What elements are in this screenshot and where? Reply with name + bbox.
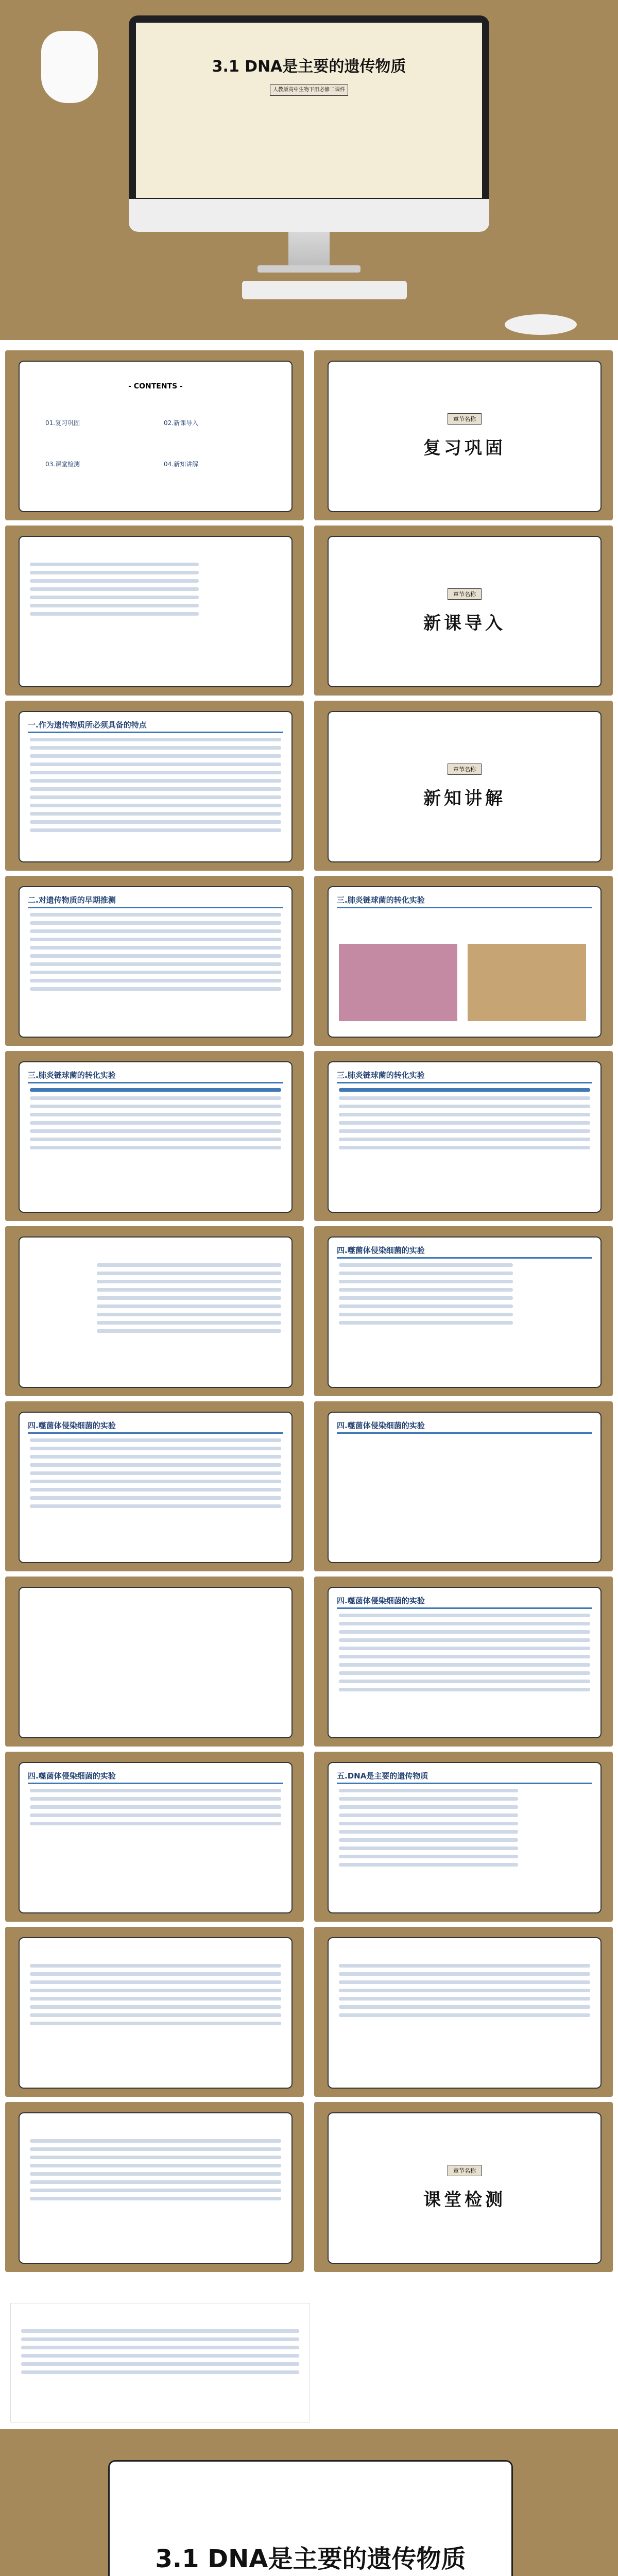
- closing-title: 3.1 DNA是主要的遗传物质: [155, 2545, 466, 2573]
- contents-item-3: 03.课堂检测: [45, 461, 80, 468]
- text-lines: [30, 1789, 281, 1830]
- section-block: [329, 413, 600, 459]
- slide-5: [314, 1051, 613, 1221]
- section-block: [329, 2165, 600, 2211]
- slide-card: [328, 886, 602, 1038]
- slide-title: 四.噬菌体侵染细菌的实验: [337, 1595, 592, 1609]
- slide-card: [328, 2112, 602, 2264]
- slide-9: [314, 1577, 613, 1747]
- slide-10: [5, 1752, 304, 1922]
- text-lines: [30, 913, 281, 995]
- text-lines: [30, 1964, 281, 2030]
- hero-banner: [0, 0, 618, 340]
- closing-slide: [0, 2429, 618, 2576]
- slide-card: [328, 361, 602, 512]
- slide-title: 三.肺炎链球菌的转化实验: [337, 894, 592, 908]
- slide-reading: [5, 1226, 304, 1396]
- section-title: 复习巩固: [423, 438, 506, 459]
- slide-title: 三.肺炎链球菌的转化实验: [28, 1070, 283, 1083]
- section-title: 课堂检测: [423, 2190, 506, 2210]
- slide-title: 五.DNA是主要的遗传物质: [337, 1770, 592, 1784]
- slide-title: 三.肺炎链球菌的转化实验: [337, 1070, 592, 1083]
- slide-section-review: [314, 350, 613, 520]
- slide-1: [5, 701, 304, 871]
- slide-title: 四.噬菌体侵染细菌的实验: [337, 1245, 592, 1259]
- slide-card: [19, 711, 293, 862]
- imac-foot: [258, 265, 360, 273]
- bacteria-photo-right: [468, 944, 586, 1021]
- slide-7: [5, 1401, 304, 1571]
- text-lines: [21, 2329, 299, 2379]
- closing-card: [108, 2460, 513, 2576]
- section-label: 章节名称: [448, 588, 482, 600]
- slide-card: [19, 1412, 293, 1563]
- slide-summary: [5, 1927, 304, 2097]
- slide-section-intro: [314, 526, 613, 696]
- slide-summary-2: [314, 1927, 613, 2097]
- section-label: 章节名称: [448, 764, 482, 775]
- slide-diagram: [5, 1577, 304, 1747]
- slide-title: 四.噬菌体侵染细菌的实验: [337, 1420, 592, 1434]
- slide-exercise: [5, 2102, 304, 2272]
- text-lines: [339, 1263, 513, 1329]
- section-block: [329, 588, 600, 634]
- slide-card: [19, 1937, 293, 2089]
- slide-card: [328, 711, 602, 862]
- slide-card: [19, 886, 293, 1038]
- slide-intro-text: [5, 526, 304, 696]
- imac-chin: [129, 199, 489, 232]
- slide-section-test: [314, 2102, 613, 2272]
- slide-contents: [5, 350, 304, 520]
- mouse: [505, 314, 577, 335]
- slide-card: [328, 1412, 602, 1563]
- text-lines: [30, 563, 199, 620]
- cover-title: 3.1 DNA是主要的遗传物质: [212, 58, 406, 76]
- slide-card: [19, 1236, 293, 1388]
- section-title: 新知讲解: [423, 788, 506, 809]
- slide-card: [328, 1236, 602, 1388]
- slide-3: [314, 876, 613, 1046]
- slide-4: [5, 1051, 304, 1221]
- text-lines: [30, 1438, 281, 1513]
- slide-11: [314, 1752, 613, 1922]
- slide-8: [314, 1401, 613, 1571]
- bacteria-photo-left: [339, 944, 457, 1021]
- section-title: 新课导入: [423, 613, 506, 634]
- slide-card: [19, 536, 293, 687]
- cover-slide-preview: [136, 23, 482, 198]
- slide-6: [314, 1226, 613, 1396]
- section-label: 章节名称: [448, 413, 482, 425]
- text-lines: [30, 738, 281, 837]
- text-lines: [339, 1088, 590, 1154]
- slide-card: [19, 2112, 293, 2264]
- slide-title: 四.噬菌体侵染细菌的实验: [28, 1770, 283, 1784]
- slide-title: 二.对遗传物质的早期推测: [28, 894, 283, 908]
- slide-card: [328, 1061, 602, 1213]
- contents-heading: - CONTENTS -: [128, 382, 183, 391]
- vase-decoration: [41, 31, 98, 103]
- contents-item-1: 01.复习巩固: [45, 419, 80, 427]
- text-lines: [339, 1789, 518, 1871]
- slide-card: [328, 1937, 602, 2089]
- text-lines: [339, 1964, 590, 2022]
- slide-card: [328, 1762, 602, 1913]
- slide-card: [328, 1587, 602, 1738]
- text-lines: [97, 1263, 281, 1337]
- slide-card: [19, 361, 293, 512]
- keyboard: [242, 281, 407, 299]
- slide-title: 一.作为遗传物质所必须具备的特点: [28, 719, 283, 733]
- slide-exercise-2: [10, 2303, 310, 2422]
- contents-item-4: 04.新知讲解: [164, 461, 199, 468]
- slide-section-new: [314, 701, 613, 871]
- section-label: 章节名称: [448, 2165, 482, 2176]
- contents-item-2: 02.新课导入: [164, 419, 199, 427]
- cover-subtitle: 人教版高中生物下册必修二课件: [270, 84, 348, 96]
- text-lines: [30, 2139, 281, 2205]
- slide-card: [19, 1061, 293, 1213]
- slide-card: [19, 1587, 293, 1738]
- imac-mockup: [129, 15, 489, 232]
- text-lines: [30, 1088, 281, 1154]
- slide-2: [5, 876, 304, 1046]
- slide-title: 四.噬菌体侵染细菌的实验: [28, 1420, 283, 1434]
- text-lines: [339, 1614, 590, 1696]
- slide-card: [328, 536, 602, 687]
- imac-stand: [288, 232, 330, 268]
- section-block: [329, 764, 600, 809]
- slide-card: [19, 1762, 293, 1913]
